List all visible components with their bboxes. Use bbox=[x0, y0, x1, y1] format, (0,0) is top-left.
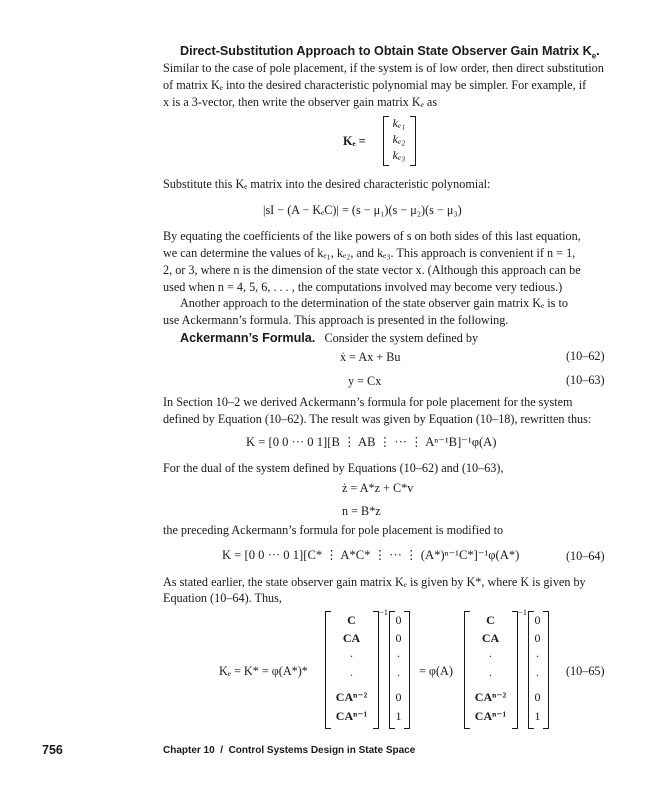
paragraph-line: the preceding Ackermann’s formula for pole placement is modified to bbox=[163, 523, 504, 537]
obs-row: CAⁿ⁻² bbox=[474, 690, 507, 704]
equation-number: (10–62) bbox=[566, 349, 605, 363]
equation-number: (10–65) bbox=[566, 664, 605, 678]
inverse-superscript: −1 bbox=[518, 607, 528, 617]
paragraph-line: Similar to the case of pole placement, if the system is of low order, then direct substitution bbox=[163, 61, 604, 75]
equation-ackermann-observer: K = [0 0 ··· 0 1][C* ⋮ A*C* ⋮ ··· ⋮ (A*)ⁿ⁻¹C*]⁻¹φ(A*) bbox=[222, 548, 520, 562]
paragraph-line: use Ackermann’s formula. This approach is presented in the following. bbox=[163, 313, 509, 327]
paragraph-line: x is a 3-vector, then write the observer gain matrix Kₑ as bbox=[163, 95, 438, 109]
obs-row: CA bbox=[481, 631, 500, 645]
bracket-right bbox=[410, 116, 416, 166]
heading-subscript: e bbox=[591, 51, 597, 61]
unit-row: · bbox=[396, 649, 401, 663]
equation-ke-lhs: Kₑ = bbox=[343, 134, 366, 148]
unit-row: 0 bbox=[395, 631, 402, 645]
bracket-right bbox=[373, 611, 379, 729]
obs-row: · bbox=[488, 649, 493, 663]
equation-ackermann-pole: K = [0 0 ··· 0 1][B ⋮ AB ⋮ ··· ⋮ Aⁿ⁻¹B]⁻¹φ(A) bbox=[246, 435, 497, 449]
obs-row: C bbox=[347, 613, 356, 627]
heading-text: Direct-Substitution Approach to Obtain State Observer Gain Matrix K bbox=[180, 44, 592, 58]
ke-entry: kₑ₃ bbox=[392, 148, 406, 162]
obs-row: · bbox=[349, 649, 354, 663]
equation-state: ẋ = Ax + Bu bbox=[340, 350, 401, 364]
unit-row: 0 bbox=[395, 613, 402, 627]
paragraph-line: of matrix Kₑ into the desired characteristic polynomial may be simpler. For example, if bbox=[163, 78, 587, 92]
equation-number: (10–64) bbox=[566, 549, 605, 563]
unit-row: · bbox=[535, 668, 540, 682]
paragraph-line: we can determine the values of kₑ₁, kₑ₂, and kₑ₃. This approach is convenient if n = 1, bbox=[163, 246, 576, 260]
equation-dual-output: n = B*z bbox=[342, 504, 381, 518]
obs-row: C bbox=[486, 613, 495, 627]
heading-tail: . bbox=[596, 44, 600, 58]
unit-row: 0 bbox=[534, 690, 541, 704]
unit-row: 0 bbox=[534, 631, 541, 645]
bracket-right bbox=[512, 611, 518, 729]
obs-row: CAⁿ⁻¹ bbox=[474, 709, 507, 723]
chapter-footer: Chapter 10 / Control Systems Design in State Space bbox=[163, 745, 416, 756]
unit-row: 0 bbox=[534, 613, 541, 627]
obs-row: · bbox=[488, 668, 493, 682]
section-heading-ackermann: Ackermann’s Formula. bbox=[180, 331, 316, 345]
unit-row: 0 bbox=[395, 690, 402, 704]
unit-row: · bbox=[535, 649, 540, 663]
page-number: 756 bbox=[42, 743, 63, 757]
equation-65-mid: = φ(A) bbox=[419, 664, 453, 678]
equation-output: y = Cx bbox=[348, 374, 382, 388]
paragraph-line: Substitute this Kₑ matrix into the desired characteristic polynomial: bbox=[163, 177, 491, 191]
unit-row: · bbox=[396, 668, 401, 682]
unit-row: 1 bbox=[534, 709, 541, 723]
obs-row: CA bbox=[342, 631, 361, 645]
paragraph-line: defined by Equation (10–62). The result was given by Equation (10–18), rewritten thus: bbox=[163, 412, 592, 426]
paragraph-line: As stated earlier, the state observer gain matrix Kₑ is given by K*, where K is given by bbox=[163, 575, 586, 589]
bracket-right bbox=[404, 611, 410, 729]
equation-number: (10–63) bbox=[566, 373, 605, 387]
paragraph-line: Another approach to the determination of the state observer gain matrix Kₑ is to bbox=[180, 296, 568, 310]
ackermann-heading-line bbox=[180, 330, 478, 347]
obs-row: CAⁿ⁻² bbox=[335, 690, 368, 704]
bracket-right bbox=[543, 611, 549, 729]
paragraph-line: For the dual of the system defined by Equations (10–62) and (10–63), bbox=[163, 461, 504, 475]
paragraph-line: Equation (10–64). Thus, bbox=[163, 591, 282, 605]
ke-entry: kₑ₂ bbox=[392, 132, 406, 146]
paragraph-line: used when n = 4, 5, 6, . . . , the computations involved may become very tedious.) bbox=[163, 280, 563, 294]
ackermann-intro: Consider the system defined by bbox=[324, 331, 479, 345]
paragraph-line: 2, or 3, where n is the dimension of the state vector x. (Although this approach can be bbox=[163, 263, 581, 277]
equation-65-lhs: Kₑ = K* = φ(A*)* bbox=[219, 664, 308, 678]
paragraph-line: In Section 10–2 we derived Ackermann’s formula for pole placement for the system bbox=[163, 395, 573, 409]
obs-row: · bbox=[349, 668, 354, 682]
unit-row: 1 bbox=[395, 709, 402, 723]
paragraph-line: By equating the coefficients of the like powers of s on both sides of this last equation, bbox=[163, 229, 581, 243]
equation-dual-state: ż = A*z + C*v bbox=[342, 481, 414, 495]
inverse-superscript: −1 bbox=[379, 607, 389, 617]
equation-characteristic-polynomial: |sI − (A − KₑC)| = (s − μ₁)(s − μ₂)(s − μ₃) bbox=[263, 203, 462, 217]
ke-entry: kₑ₁ bbox=[392, 116, 406, 130]
obs-row: CAⁿ⁻¹ bbox=[335, 709, 368, 723]
